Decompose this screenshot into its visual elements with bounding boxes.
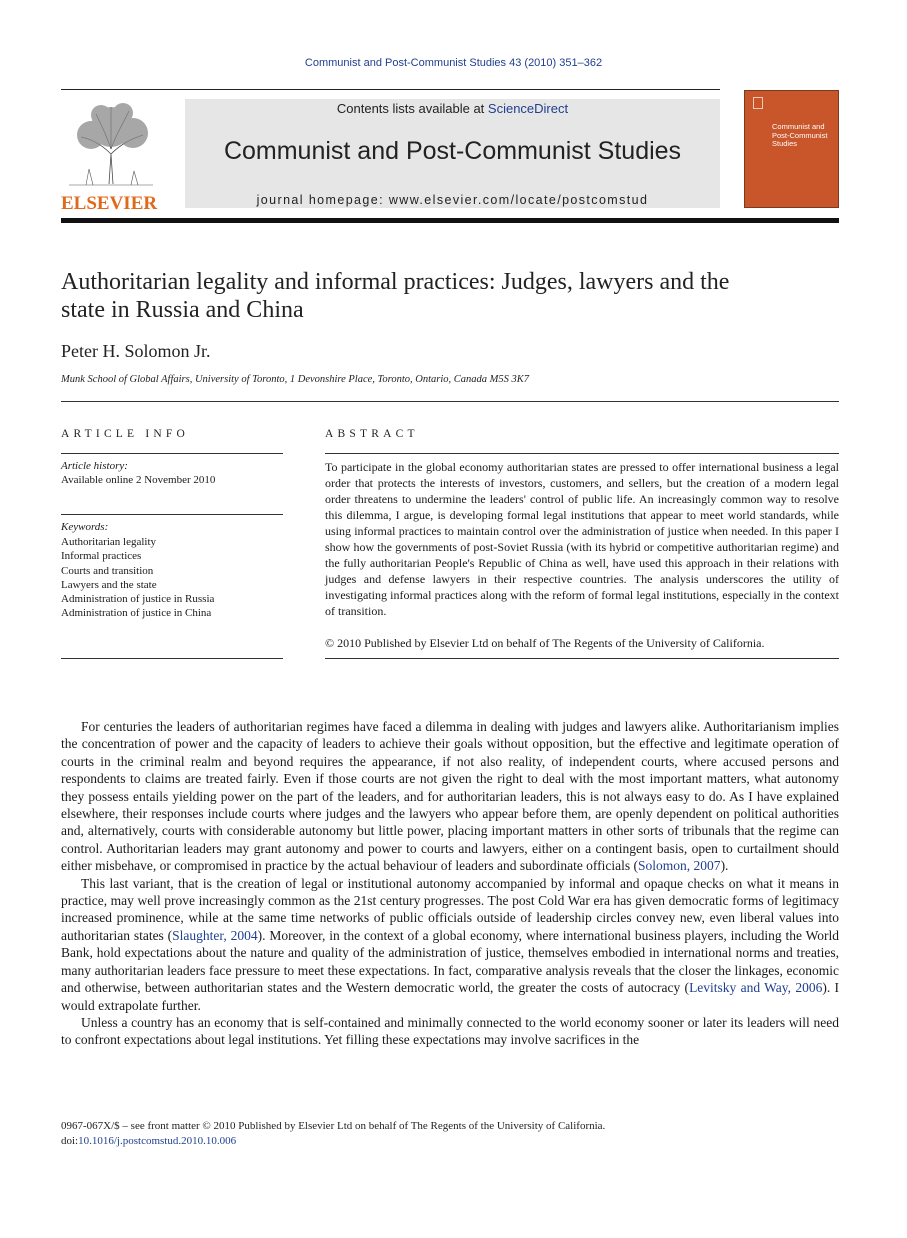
paragraph-text: ). Moreover, in the context of a global economy, where international business players, including the World Bank, hold expectations about the nature and quality of the administration of justice, themselves embodied in international norms and treaties, many authoritarian leaders face pressure to meet these expectations. In fact, comparative analysis reveals that the closer the linkages, economic and otherwise, between authoritarian states and the Western democratic world, the greater the costs of autocracy ( [61, 927, 840, 996]
info-rule [61, 514, 283, 515]
citation-link[interactable]: Levitsky and Way, 2006 [689, 980, 823, 996]
journal-reference[interactable]: Communist and Post-Communist Studies 43 (2010) 351–362 [304, 57, 603, 69]
author-affiliation: Munk School of Global Affairs, University of Toronto, 1 Devonshire Place, Toronto, Ontario, Canada M5S 3K7 [61, 374, 530, 385]
doi-prefix: doi: [61, 1135, 79, 1147]
keyword: Administration of justice in China [61, 607, 212, 620]
keyword: Courts and transition [61, 564, 154, 577]
keywords-list [61, 535, 214, 621]
journal-homepage[interactable]: journal homepage: www.elsevier.com/locate/postcomstud [256, 193, 649, 207]
paragraph-text: ). I would extrapolate further. [61, 980, 839, 1013]
citation-link[interactable]: Solomon, 2007 [638, 858, 721, 874]
keyword: Lawyers and the state [61, 578, 157, 591]
front-matter-note: 0967-067X/$ – see front matter © 2010 Published by Elsevier Ltd on behalf of The Regents of the University of California. [61, 1120, 606, 1132]
doi-line [61, 1135, 236, 1147]
abstract-text: To participate in the global economy authoritarian states are pressed to offer international business a legal order that protects the interests of investors, customers, and sellers, but the creation of a modern legal order threatens to undermine the leaders' control of public life. An increasingly common way to resolve this dilemma, I argue, is developing formal legal institutions that appear to meet world standards, while using informal practices to maintain control over the administration of justice when needed. In this paper I show how the governments of post-Soviet Russia (with its hybrid or competitive authoritarian regime) and the fully authoritarian People's Republic of China as well, have used this approach in their relations with judges and defense lawyers in their respective countries. The analysis underscores the utility of investigating informal practices along with the reform of formal legal institutions, especially in the context of transition. [325, 460, 839, 618]
citation-link[interactable]: Slaughter, 2004 [172, 927, 258, 943]
journal-title: Communist and Post-Communist Studies [223, 137, 682, 165]
paragraph-text: Unless a country has an economy that is self-contained and minimally connected to the world economy sooner or later its leaders will need to confront expectations about legal institutions. Yet filling these expectations may involve sacrifices in the [61, 1014, 839, 1048]
author-name: Peter H. Solomon Jr. [61, 341, 211, 361]
article-title: Authoritarian legality and informal practices: Judges, lawyers and the state in Russia and China [61, 269, 730, 323]
contents-line [185, 101, 720, 116]
sciencedirect-link[interactable]: ScienceDirect [487, 101, 569, 116]
body-paragraph [61, 718, 839, 875]
publisher-name: ELSEVIER [61, 193, 158, 214]
journal-cover-thumbnail [744, 90, 839, 208]
article-info-heading: ARTICLE INFO [61, 428, 189, 440]
title-rule [61, 401, 839, 402]
keyword: Authoritarian legality [61, 536, 156, 548]
keyword: Informal practices [61, 550, 142, 563]
paragraph-text: ). [720, 858, 729, 874]
abstract-rule [325, 453, 839, 454]
header-thick-rule [61, 218, 839, 223]
abstract-heading: ABSTRACT [325, 428, 419, 440]
cover-emblem-icon [753, 97, 763, 109]
keyword: Administration of justice in Russia [61, 593, 215, 606]
article-body [61, 718, 839, 1049]
header-rule [61, 89, 720, 90]
paragraph-text: This last variant, that is the creation of legal or institutional autonomy accompanied by informal and opaque checks on what it means in practice, may well prove increasingly common as the 21st century progresses. The post Cold War era has given democratic forms of legitimacy increased prominence, while at the same time networks of public officials outside of leadership circles convey new, even liberal values into authoritarian states ( [61, 875, 839, 943]
cover-title: Communist and Post-Communist Studies [772, 122, 828, 148]
abstract-copyright: © 2010 Published by Elsevier Ltd on behalf of The Regents of the University of California. [325, 636, 765, 650]
info-rule [61, 658, 283, 659]
history-label: Article history: [61, 460, 128, 472]
abstract-rule [325, 658, 839, 659]
info-rule [61, 453, 283, 454]
keywords-label: Keywords: [61, 521, 109, 533]
body-paragraph [61, 1014, 839, 1049]
doi-link[interactable]: 10.1016/j.postcomstud.2010.10.006 [78, 1135, 237, 1147]
history-value: Available online 2 November 2010 [61, 474, 216, 486]
body-paragraph [61, 875, 839, 1014]
paragraph-text: For centuries the leaders of authoritarian regimes have faced a dilemma in dealing with judges and lawyers alike. Authoritarianism implies the concentration of power and the capacity of leaders to achieve their goals without opposition, but the effective and legitimate operation of courts in the criminal realm and beyond requires the appearance, if not also reality, of independent courts, where accused persons and respondents to claims are treated fairly. Even if those courts are not given the right to deal with the most important matters, what autonomy they possess entails yielding power on the part of the leaders, and for authoritarian leaders, this is not always easy to do. As I have explained elsewhere, their responses include courts where judges and the lawyers who appear before them, are openly dependent on political authorities and, alternatively, courts with considerable autonomy but little power, placing important matters in other sorts of tribunals that the regime can control. Authoritarian leaders may grant autonomy and power to courts and lawyers, either on a contingent basis, open to curtailment should either misbehave, or compromised in practice by the actual behaviour of leaders and subordinate officials ( [61, 719, 839, 874]
contents-prefix: Contents lists available at [336, 101, 488, 116]
